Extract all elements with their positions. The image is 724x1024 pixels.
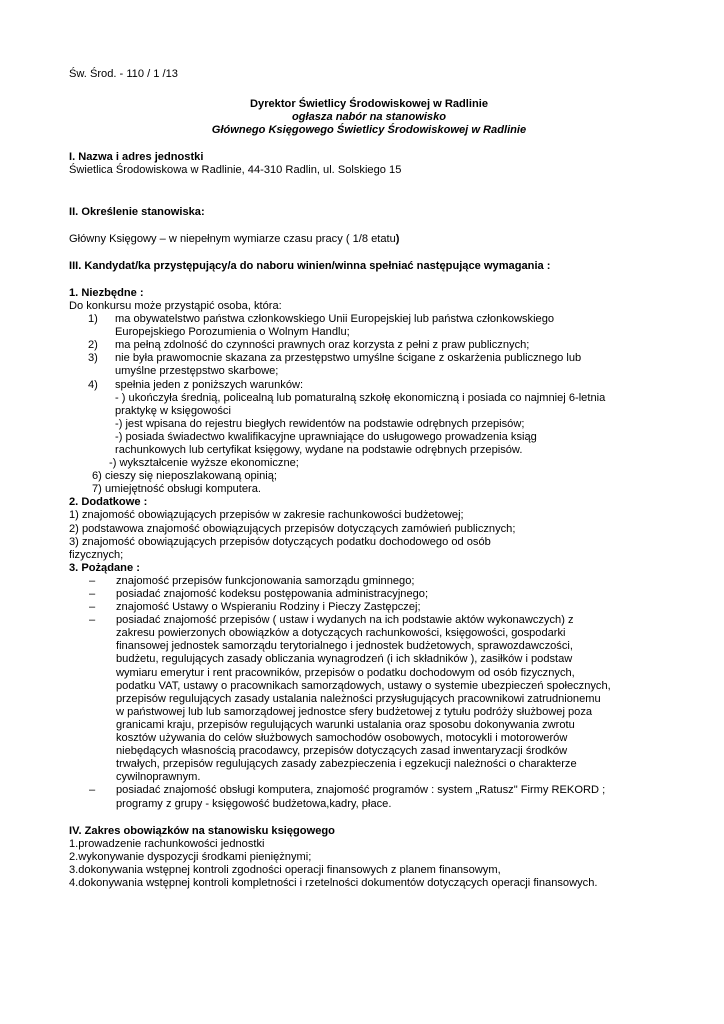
- required-item-6-num: 6): [92, 470, 102, 483]
- desired-title: 3. Pożądane :: [69, 561, 140, 574]
- desired-item-2-line-1: posiadać znajomość kodeksu postępowania administracyjnego;: [116, 588, 429, 600]
- condition-1-line-1: - ) ukończyła średnią, policealną lub pomaturalną szkołę ekonomiczną i posiada co najmniej 6-letnia: [115, 391, 606, 404]
- required-item-3-line-2: umyślne przestępstwo skarbowe;: [115, 365, 279, 378]
- section-2-text-end: ): [395, 232, 400, 245]
- heading-line-1: Dyrektor Świetlicy Środowiskowej w Radlinie: [250, 98, 488, 111]
- section-4-line-2: 2.wykonywanie dyspozycji środkami pieniężnymi;: [69, 850, 312, 863]
- desired-item-4-line-11: niebędących własnością pracodawcy, przepisów dotyczących zasad inwentaryzacji środków: [116, 745, 568, 758]
- desired-item-4-line-2: zakresu powierzonych obowiązków a dotyczących rachunkowości, księgowości, gospodarki: [116, 627, 566, 640]
- section-4-line-4: 4.dokonywania wstępnej kontroli kompletności i rzetelności dokumentów dotyczących operacji finansowych.: [69, 876, 598, 889]
- dash-mark: –: [89, 601, 96, 614]
- required-item-4-num: 4): [88, 378, 98, 391]
- required-list: [69, 313, 669, 392]
- desired-item-4-line-4: budżetu, regulujących zasady obliczania wynagrodzeń (i ich składników ), zasiłków i podstaw: [116, 653, 573, 666]
- desired-item-5: [69, 784, 669, 810]
- desired-item-5-line-1: posiadać znajomość obsługi komputera, znajomość programów : system „Ratusz" Firmy REKORD ;: [116, 784, 606, 797]
- dash-mark: –: [89, 784, 96, 797]
- desired-item-1: [69, 575, 669, 588]
- required-item-1-line-2: Europejskiego Porozumienia o Wolnym Handlu;: [115, 326, 350, 339]
- section-3-title: III. Kandydat/ka przystępujący/a do naboru winien/winna spełniać następujące wymagania :: [69, 259, 551, 272]
- desired-item-4-line-13: cywilnoprawnym.: [116, 771, 201, 784]
- required-item-7-num: 7): [92, 483, 102, 496]
- required-item-6: [69, 470, 669, 483]
- desired-item-2: [69, 588, 669, 601]
- desired-item-4-line-8: w państwowej lub lub samorządowej jednostce sfery budżetowej z tytułu podróży służbowej poza: [116, 705, 593, 718]
- required-item-1: [88, 313, 669, 339]
- section-2-text-main: Główny Księgowy – w niepełnym wymiarze czasu pracy ( 1/8 etatu: [69, 232, 396, 245]
- additional-line-4: fizycznych;: [69, 548, 124, 561]
- additional-line-1: 1) znajomość obowiązujących przepisów w zakresie rachunkowości budżetowej;: [69, 509, 464, 522]
- desired-item-3: [69, 601, 669, 614]
- desired-item-4-line-6: podatku VAT, ustawy o pracownikach samorządowych, ustawy o systemie ubezpieczeń społecznych,: [116, 679, 611, 692]
- section-2-title: II. Określenie stanowiska:: [69, 205, 205, 218]
- section-2-text: [69, 233, 669, 246]
- dash-mark: –: [89, 574, 96, 587]
- required-item-6-text: cieszy się nieposzlakowaną opinią;: [104, 470, 278, 483]
- required-item-4-line-1: spełnia jeden z poniższych warunków:: [115, 378, 304, 391]
- reference-number: Św. Środ. - 110 / 1 /13: [69, 68, 178, 80]
- required-item-1-line-1: ma obywatelstwo państwa członkowskiego Unii Europejskiej lub państwa członkowskiego: [115, 313, 555, 326]
- condition-1-line-2: praktykę w księgowości: [115, 404, 231, 417]
- section-4-title: IV. Zakres obowiązków na stanowisku księgowego: [69, 824, 335, 837]
- desired-item-1-line-1: znajomość przepisów funkcjonowania samorządu gminnego;: [116, 574, 415, 587]
- desired-item-4: [69, 614, 669, 784]
- section-1-text: Świetlica Środowiskowa w Radlinie, 44-310 Radlin, ul. Solskiego 15: [69, 164, 402, 177]
- required-item-4: [88, 379, 669, 392]
- required-intro: Do konkursu może przystąpić osoba, która:: [69, 299, 282, 312]
- desired-item-4-line-12: trwałych, przepisów regulujących zasady zabezpieczenia i egzekucji należności o charakterze: [116, 758, 577, 771]
- required-item-1-num: 1): [88, 313, 98, 326]
- section-1-title: I. Nazwa i adres jednostki: [69, 151, 204, 164]
- required-item-3-line-1: nie była prawomocnie skazana za przestępstwo umyślne ścigane z oskarżenia publicznego lub: [115, 352, 582, 365]
- required-item-2: [88, 339, 669, 352]
- desired-item-5-line-2: programy z grupy - księgowość budżetowa,kadry, płace.: [116, 797, 392, 810]
- condition-3-line-2: rachunkowych lub certyfikat księgowy, wydane na podstawie odrębnych przepisów.: [115, 443, 523, 456]
- desired-item-4-line-3: finansowej jednostek samorządu terytorialnego i jednostek budżetowych, sprawozdawczości,: [116, 640, 573, 653]
- heading-line-2: ogłasza nabór na stanowisko: [291, 111, 447, 124]
- conditions-list: [69, 392, 669, 457]
- desired-item-4-line-9: granicami kraju, przepisów regulujących warunki ustalania oraz sposobu dokonywania zwrotu: [116, 718, 575, 731]
- desired-item-4-line-10: kosztów używania do celów służbowych samochodów osobowych, motocykli i motorowerów: [116, 732, 568, 745]
- additional-title: 2. Dodatkowe :: [69, 496, 148, 509]
- section-4-line-3: 3.dokonywania wstępnej kontroli zgodności operacji finansowych z planem finansowym,: [69, 863, 501, 876]
- additional-line-3: 3) znajomość obowiązujących przepisów dotyczących podatku dochodowego od osób: [69, 535, 491, 548]
- condition-3-line-1: -) posiada świadectwo kwalifikacyjne uprawniające do usługowego prowadzenia ksiąg: [115, 430, 537, 443]
- section-4-line-1: 1.prowadzenie rachunkowości jednostki: [69, 837, 265, 850]
- required-item-7-text: umiejętność obsługi komputera.: [104, 483, 261, 496]
- desired-item-4-line-7: przepisów regulujących zasady ustalania należności przysługujących pracownikowi zatrudnionemu: [116, 692, 601, 705]
- condition-2-line-1: -) jest wpisana do rejestru biegłych rewidentów na podstawie odrębnych przepisów;: [115, 417, 525, 430]
- required-item-2-line-1: ma pełną zdolność do czynności prawnych oraz korzysta z pełni z praw publicznych;: [115, 339, 530, 352]
- condition-last: -) wykształcenie wyższe ekonomiczne;: [109, 457, 299, 470]
- dash-mark: –: [89, 588, 96, 600]
- desired-item-4-line-1: posiadać znajomość przepisów ( ustaw i wydanych na ich podstawie aktów wykonawczych) z: [116, 614, 574, 627]
- desired-item-4-line-5: wymiaru emerytur i rent pracowników, przepisów o podatku dochodowym od osób fizycznych,: [116, 666, 575, 679]
- required-title: 1. Niezbędne :: [69, 286, 144, 299]
- document-page: [69, 68, 669, 890]
- required-item-3-num: 3): [88, 352, 98, 365]
- additional-line-2: 2) podstawowa znajomość obowiązujących przepisów dotyczących zamówień publicznych;: [69, 522, 516, 535]
- required-item-7: [69, 483, 669, 496]
- required-item-3: [88, 352, 669, 378]
- required-item-2-num: 2): [88, 339, 98, 352]
- dash-mark: –: [89, 614, 96, 627]
- desired-item-3-line-1: znajomość Ustawy o Wspieraniu Rodziny i Pieczy Zastępczej;: [116, 601, 421, 614]
- heading-line-3: Głównego Księgowego Świetlicy Środowiskowej w Radlinie: [211, 124, 527, 137]
